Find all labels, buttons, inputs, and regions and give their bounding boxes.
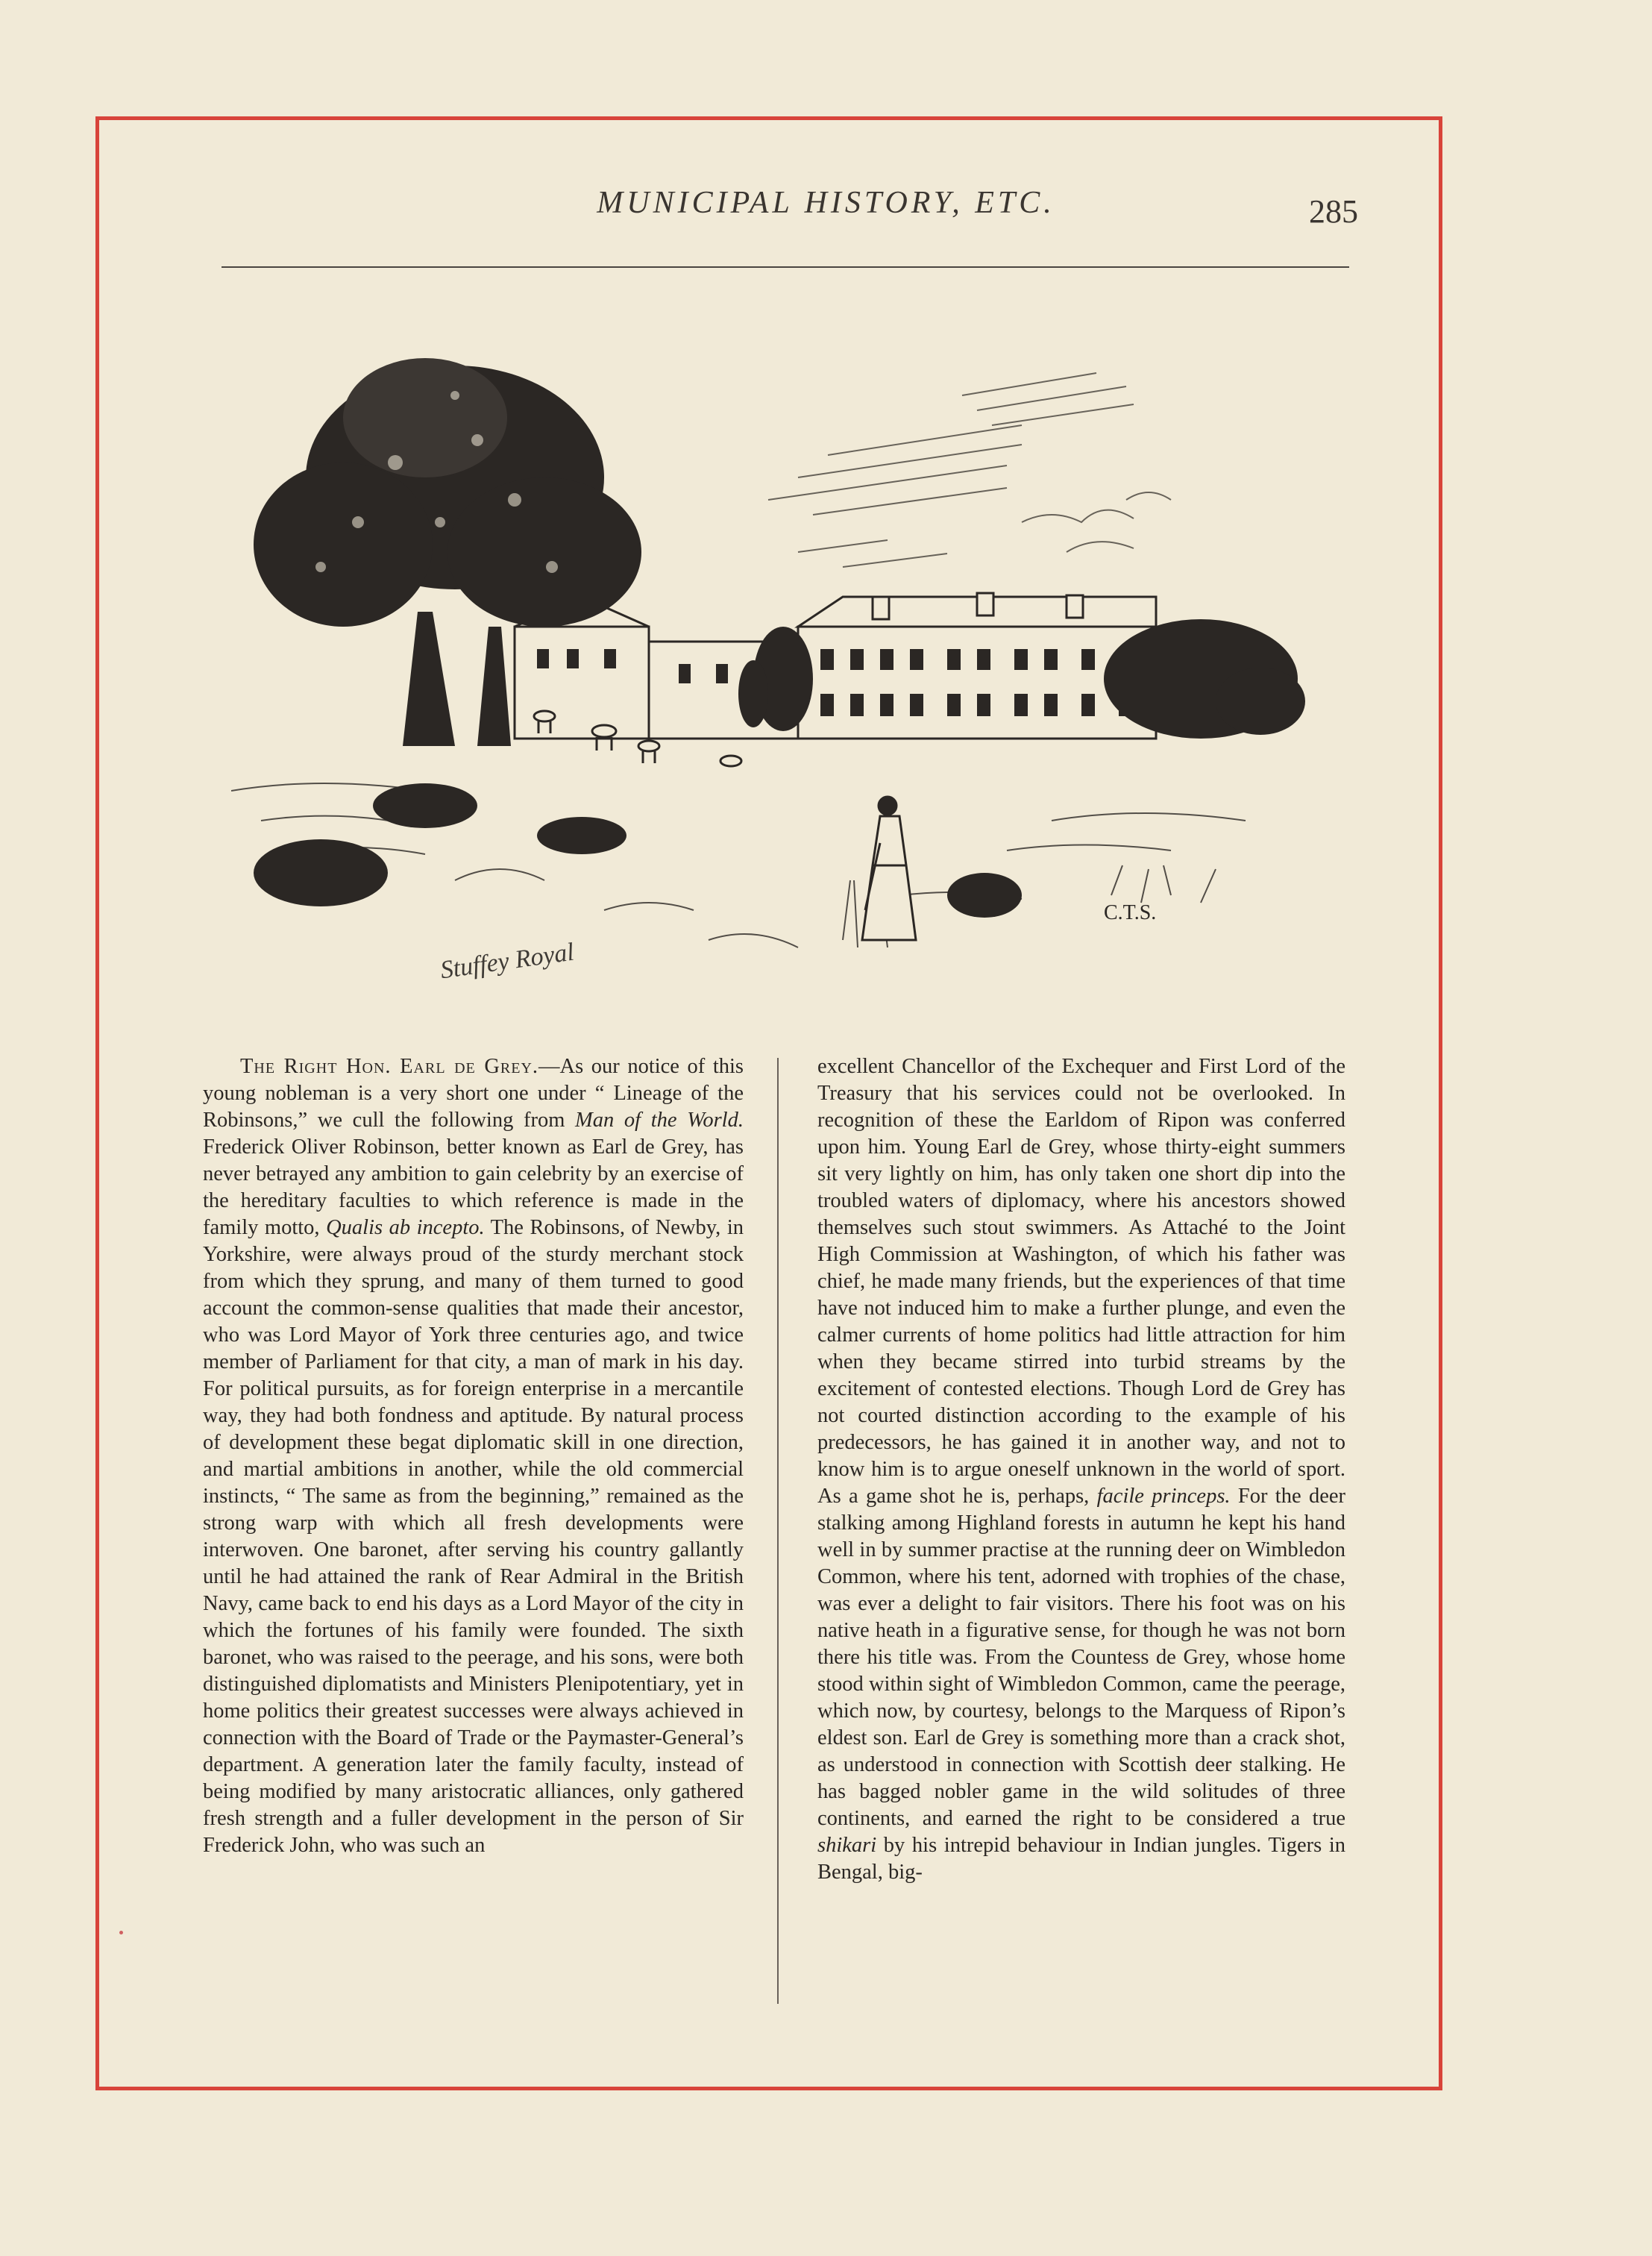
text-run: —As our notice of this young nobleman is a very short one under “ Lineage of the Robinsons,” we cull the following from [203,1055,744,1132]
left-column [203,1053,744,1859]
running-head: MUNICIPAL HISTORY, ETC. [597,186,1055,220]
latin-phrase: facile princeps. [1096,1485,1231,1508]
publication-title: Man of the World. [575,1109,744,1132]
engraver-initials: C.T.S. [1104,901,1157,924]
right-column [817,1053,1345,1886]
text-run: For the deer stalking among Highland forests in autumn he kept his hand well in by summer practise at the running deer on Wimbledon Common, where his tent, adorned with trophies of the chase, was ever a delight to fair visitors. There his foot was on his native heath in a figurative sense, for though he was not born there his title was. From the Countess de Grey, whose home stood within sight of Wimbledon Common, came the peerage, which now, by courtesy, belongs to the Marquess of Ripon’s eldest son. Earl de Grey is something more than a crack shot, as understood in connection with Scottish deer stalking. He has bagged nobler game in the wild solitudes of three continents, and earned the right to be considered a true [817,1485,1345,1830]
article-paragraph-right [817,1053,1345,1886]
artist-signature: Stuffey Royal [439,938,576,985]
lady-figure [862,797,916,940]
text-run: Frederick Oliver Robinson, better known as Earl de Grey, has never betrayed any ambition to gain celebrity by an exercise of the hereditary faculties to which reference is made in the family motto, [203,1135,744,1239]
page-number: 285 [1309,193,1358,230]
shikari-term: shikari [817,1834,877,1857]
header-rule [222,266,1349,268]
article-paragraph-left [203,1053,744,1859]
column-divider [777,1058,779,2004]
text-run: excellent Chancellor of the Exchequer and First Lord of the Treasury that his services could not be overlooked. In recognition of these the Earldom of Ripon was conferred upon him. Young Earl de Grey, whose thirty-eight summers sit very lightly on him, has only taken one short dip into the troubled waters of diplomacy, where his ancestors showed themselves such stout swimmers. As Attaché to the Joint High Commission at Washington, of which his father was chief, he made many friends, but the experiences of that time have not induced him to make a further plunge, and even the calmer currents of home politics had little attraction for him when they became stirred into turbid streams by the excitement of contested elections. Though Lord de Grey has not courted distinction according to the example of his predecessors, he has gained it in another way, and not to know him is to argue oneself unknown in the world of sport. As a game shot he is, perhaps, [817,1055,1345,1508]
article-heading: The Right Hon. Earl de Grey. [240,1055,539,1078]
text-run: by his intrepid behaviour in Indian jungles. Tigers in Bengal, big- [817,1834,1345,1884]
sky-hatching [768,373,1171,567]
text-run: The Robinsons, of Newby, in Yorkshire, were always proud of the sturdy merchant stock from which they sprung, and many of them turned to good account the common-sense qualities that made their ancestor, who was Lord Mayor of York three centuries ago, and twice member of Parliament for that city, a man of mark in his day. For political pursuits, as for foreign enterprise in a mercantile way, they had both fondness and aptitude. By natural process of development these begat diplomatic skill in one direction, and martial ambitions in another, while the old commercial instincts, “ The same as from the beginning,” remained as the strong warp with which all fresh developments were interwoven. One baronet, after serving his country gallantly until he had attained the rank of Rear Admiral in the British Navy, came back to end his days as a Lord Mayor of the city in which the fortunes of his family were founded. The sixth baronet, who was raised to the peerage, and his sons, were both distinguished diplomatists and Ministers Plenipotentiary, yet in home politics their greatest successes were always achieved in connection with the Board of Trade or the Paymaster-General’s department. A generation later the family faculty, instead of being modified by many aristocratic alliances, only gathered fresh strength and a fuller development in the person of Sir Frederick John, who was such an [203,1216,744,1857]
ink-smudge [119,1931,123,1934]
family-motto: Qualis ab incepto. [326,1216,485,1239]
estate-illustration [231,328,1305,1000]
